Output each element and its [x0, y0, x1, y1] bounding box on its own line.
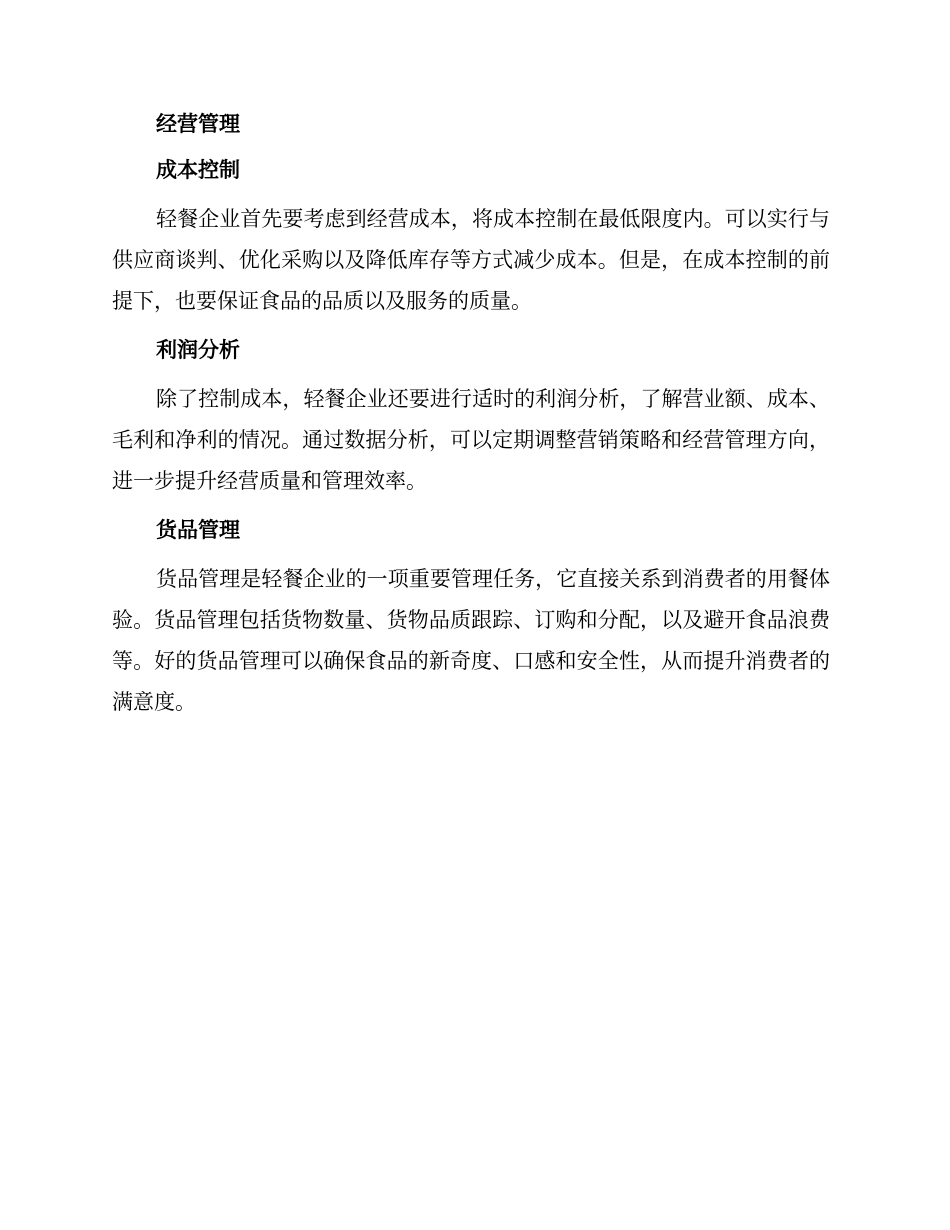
subsection-title-goods-management: 货品管理 [156, 518, 240, 542]
subsection-title-cost-control: 成本控制 [156, 158, 240, 182]
section-title: 经营管理 [156, 112, 240, 136]
paragraph-profit-analysis: 除了控制成本，轻餐企业还要进行适时的利润分析，了解营业额、成本、毛利和净利的情况。通过数据分析，可以定期调整营销策略和经营管理方向，进一步提升经营质量和管理效率。 [112, 387, 830, 493]
document-page [112, 108, 830, 735]
paragraph-cost-control: 轻餐企业首先要考虑到经营成本，将成本控制在最低限度内。可以实行与供应商谈判、优化采购以及降低库存等方式减少成本。但是，在成本控制的前提下，也要保证食品的品质以及服务的质量。 [112, 207, 830, 313]
paragraph-goods-management: 货品管理是轻餐企业的一项重要管理任务，它直接关系到消费者的用餐体验。货品管理包括货物数量、货物品质跟踪、订购和分配，以及避开食品浪费等。好的货品管理可以确保食品的新奇度、口感和安全性，从而提升消费者的满意度。 [112, 567, 830, 714]
subsection-title-profit-analysis: 利润分析 [156, 338, 240, 362]
